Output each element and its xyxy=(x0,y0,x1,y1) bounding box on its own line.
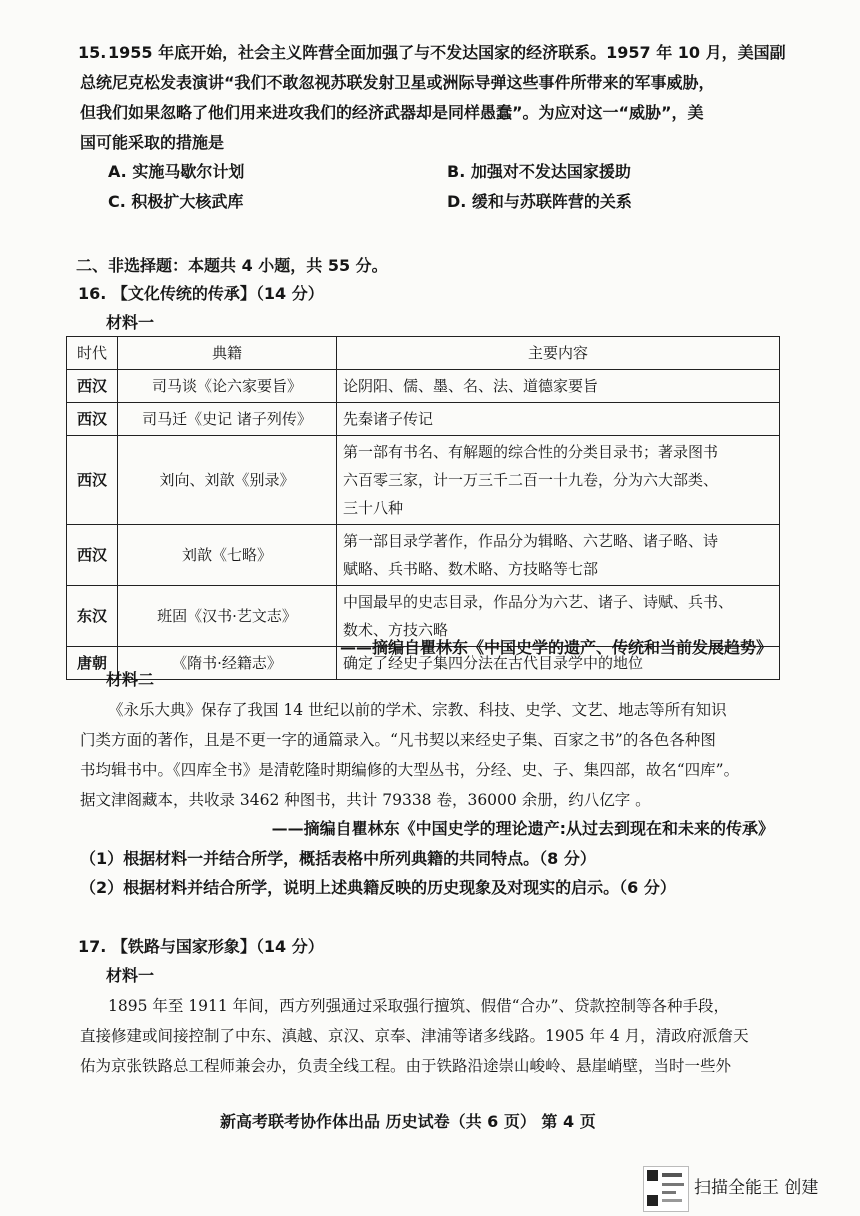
content-line: 第一部目录学著作，作品分为辑略、六艺略、诸子略、诗 xyxy=(343,532,719,550)
table-cell-era: 唐朝 xyxy=(67,647,118,680)
table-cell-content xyxy=(337,436,780,525)
q16-material2-line-3: 书均辑书中。《四库全书》是清乾隆时期编修的大型丛书，分经、史、子、集四部，故名“四库”。 xyxy=(80,761,740,779)
qr-code-icon xyxy=(643,1166,689,1212)
classics-table xyxy=(66,336,780,680)
q15-option-b: B. 加强对不发达国家援助 xyxy=(447,162,631,181)
table-cell-era: 东汉 xyxy=(67,586,118,647)
table-row xyxy=(67,525,780,586)
table-cell-content xyxy=(337,370,780,403)
table-row xyxy=(67,403,780,436)
table-row xyxy=(67,370,780,403)
table-cell-era: 西汉 xyxy=(67,436,118,525)
table-header-row xyxy=(67,337,780,370)
content-line: 论阴阳、儒、墨、名、法、道德家要旨 xyxy=(343,377,599,395)
table-row xyxy=(67,436,780,525)
table-cell-era: 西汉 xyxy=(67,525,118,586)
table-cell-content xyxy=(337,403,780,436)
content-line: 确定了经史子集四分法在古代目录学中的地位 xyxy=(343,654,644,672)
q15-line-3: 但我们如果忽略了他们用来进攻我们的经济武器却是同样愚蠢”。为应对这一“威胁”，美 xyxy=(80,103,704,122)
q16-material2-line-2: 门类方面的著作，且是不更一字的通篇录入。“凡书契以来经史子集、百家之书”的各色各种图 xyxy=(80,731,716,749)
content-line: 数术、方技六略 xyxy=(343,621,449,639)
table-cell-era: 西汉 xyxy=(67,370,118,403)
table-cell-book: 司马迁《史记 诸子列传》 xyxy=(118,403,337,436)
table-cell-content xyxy=(337,525,780,586)
q16-material2-label: 材料二 xyxy=(106,670,155,689)
q15-option-c: C. 积极扩大核武库 xyxy=(108,192,244,211)
q15-line-4: 国可能采取的措施是 xyxy=(80,133,225,152)
content-line: 六百零三家，计一万三千二百一十九卷，分为六大部类、 xyxy=(343,471,719,489)
content-line: 中国最早的史志目录，作品分为六艺、诸子、诗赋、兵书、 xyxy=(343,593,734,611)
q16-material2-line-1: 《永乐大典》保存了我国 14 世纪以前的学术、宗教、科技、史学、文艺、地志等所有知识 xyxy=(108,701,727,719)
table-header-book: 典籍 xyxy=(118,337,337,370)
q16-material2-line-4: 据文津阁藏本，共收录 3462 种图书，共计 79338 卷，36000 余册，约八亿字 。 xyxy=(80,791,651,809)
q15-number: 15. xyxy=(78,43,107,62)
content-line: 赋略、兵书略、数术略、方技略等七部 xyxy=(343,560,599,578)
content-line: 三十八种 xyxy=(343,499,404,517)
q16-source-2: ——摘编自瞿林东《中国史学的理论遗产:从过去到现在和未来的传承》 xyxy=(271,819,774,838)
q15-line-2: 总统尼克松发表演讲“我们不敢忽视苏联发射卫星或洲际导弹这些事件所带来的军事威胁， xyxy=(80,73,715,92)
table-header-era: 时代 xyxy=(67,337,118,370)
table-cell-book: 刘向、刘歆《别录》 xyxy=(118,436,337,525)
q16-subquestion-1: （1）根据材料一并结合所学，概括表格中所列典籍的共同特点。（8 分） xyxy=(80,849,596,868)
content-line: 第一部有书名、有解题的综合性的分类目录书；著录图书 xyxy=(343,443,719,461)
content-line: 先秦诸子传记 xyxy=(343,410,434,428)
q15-option-d: D. 缓和与苏联阵营的关系 xyxy=(447,192,632,211)
q17-material1-label: 材料一 xyxy=(106,966,155,985)
table-cell-book: 司马谈《论六家要旨》 xyxy=(118,370,337,403)
q16-material1-label: 材料一 xyxy=(106,313,155,332)
q17-line-3: 佑为京张铁路总工程师兼会办，负责全线工程。由于铁路沿途崇山峻岭、悬崖峭壁，当时一些外 xyxy=(80,1057,732,1075)
table-cell-book: 班固《汉书·艺文志》 xyxy=(118,586,337,647)
table-cell-book: 《隋书·经籍志》 xyxy=(118,647,337,680)
q17-line-1: 1895 年至 1911 年间，西方列强通过采取强行擅筑、假借“合办”、贷款控制等各种手段， xyxy=(108,997,730,1015)
q15-line-1: 1955 年底开始，社会主义阵营全面加强了与不发达国家的经济联系。1957 年 10 月，美国副 xyxy=(108,43,786,62)
scanner-watermark: 扫描全能王 创建 xyxy=(694,1178,819,1198)
table-header-content: 主要内容 xyxy=(337,337,780,370)
q15-option-a: A. 实施马歇尔计划 xyxy=(108,162,245,181)
page-footer: 新高考联考协作体出品 历史试卷（共 6 页） 第 4 页 xyxy=(220,1112,596,1131)
table-cell-era: 西汉 xyxy=(67,403,118,436)
q17-line-2: 直接修建或间接控制了中东、滇越、京汉、京奉、津浦等诸多线路。1905 年 4 月，清政府派詹天 xyxy=(80,1027,749,1045)
q16-subquestion-2: （2）根据材料并结合所学，说明上述典籍反映的历史现象及对现实的启示。（6 分） xyxy=(80,878,676,897)
table-cell-book: 刘歆《七略》 xyxy=(118,525,337,586)
q16-title: 16. 【文化传统的传承】（14 分） xyxy=(78,284,324,303)
q17-title: 17. 【铁路与国家形象】（14 分） xyxy=(78,937,324,956)
section-heading: 二、非选择题：本题共 4 小题，共 55 分。 xyxy=(76,256,388,275)
q16-source-1: ——摘编自瞿林东《中国史学的遗产、传统和当前发展趋势》 xyxy=(339,638,772,657)
